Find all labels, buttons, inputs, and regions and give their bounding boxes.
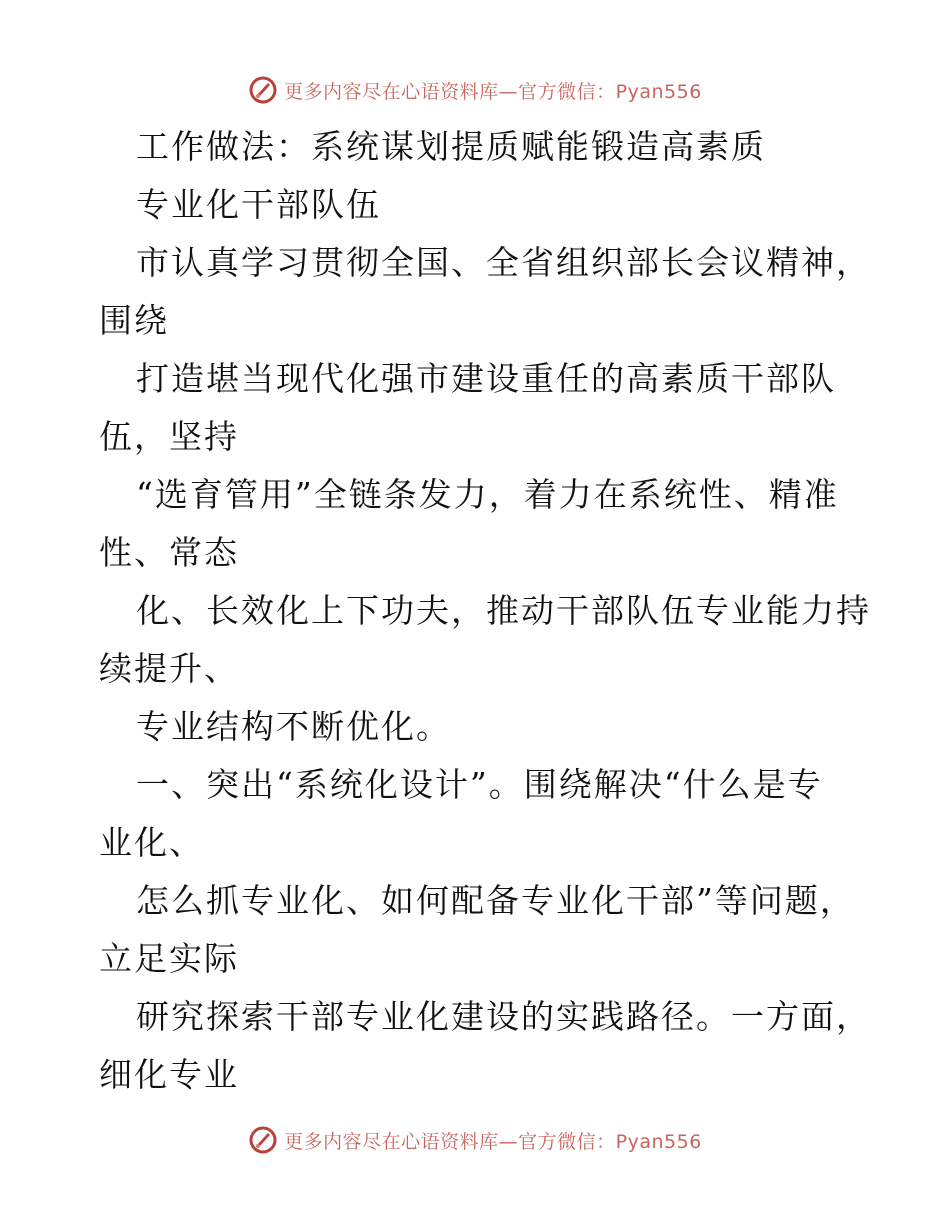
watermark-text: 更多内容尽在心语资料库—官方微信：Pyan556 (284, 1130, 702, 1153)
text-line: 围绕 (99, 301, 169, 340)
text-line: 续提升、 (99, 649, 239, 688)
text-line: 打造堪当现代化强市建设重任的高素质干部队 (136, 359, 836, 398)
brand-logo-icon (248, 75, 278, 105)
text-line: 业化、 (99, 823, 204, 862)
document-body (0, 118, 950, 1104)
text-line: 伍，坚持 (99, 417, 239, 456)
text-line: 细化专业 (99, 1055, 239, 1094)
text-line: “选育管用”全链条发力，着力在系统性、精准 (136, 475, 839, 514)
text-line: 一、突出“系统化设计”。围绕解决“什么是专 (136, 765, 823, 804)
brand-logo-icon (248, 1125, 278, 1155)
text-line: 专业结构不断优化。 (136, 707, 451, 746)
watermark-header (0, 70, 950, 110)
text-line: 研究探索干部专业化建设的实践路径。一方面， (136, 997, 871, 1036)
text-line: 性、常态 (99, 533, 239, 572)
text-line: 怎么抓专业化、如何配备专业化干部”等问题， (136, 881, 855, 920)
text-line: 立足实际 (99, 939, 239, 978)
text-line: 化、长效化上下功夫，推动干部队伍专业能力持 (136, 591, 871, 630)
text-line: 专业化干部队伍 (136, 185, 381, 224)
text-line: 市认真学习贯彻全国、全省组织部长会议精神， (136, 243, 871, 282)
text-line: 工作做法：系统谋划提质赋能锻造高素质 (136, 127, 766, 166)
watermark-text: 更多内容尽在心语资料库—官方微信：Pyan556 (284, 80, 702, 103)
watermark-footer (0, 1120, 950, 1160)
